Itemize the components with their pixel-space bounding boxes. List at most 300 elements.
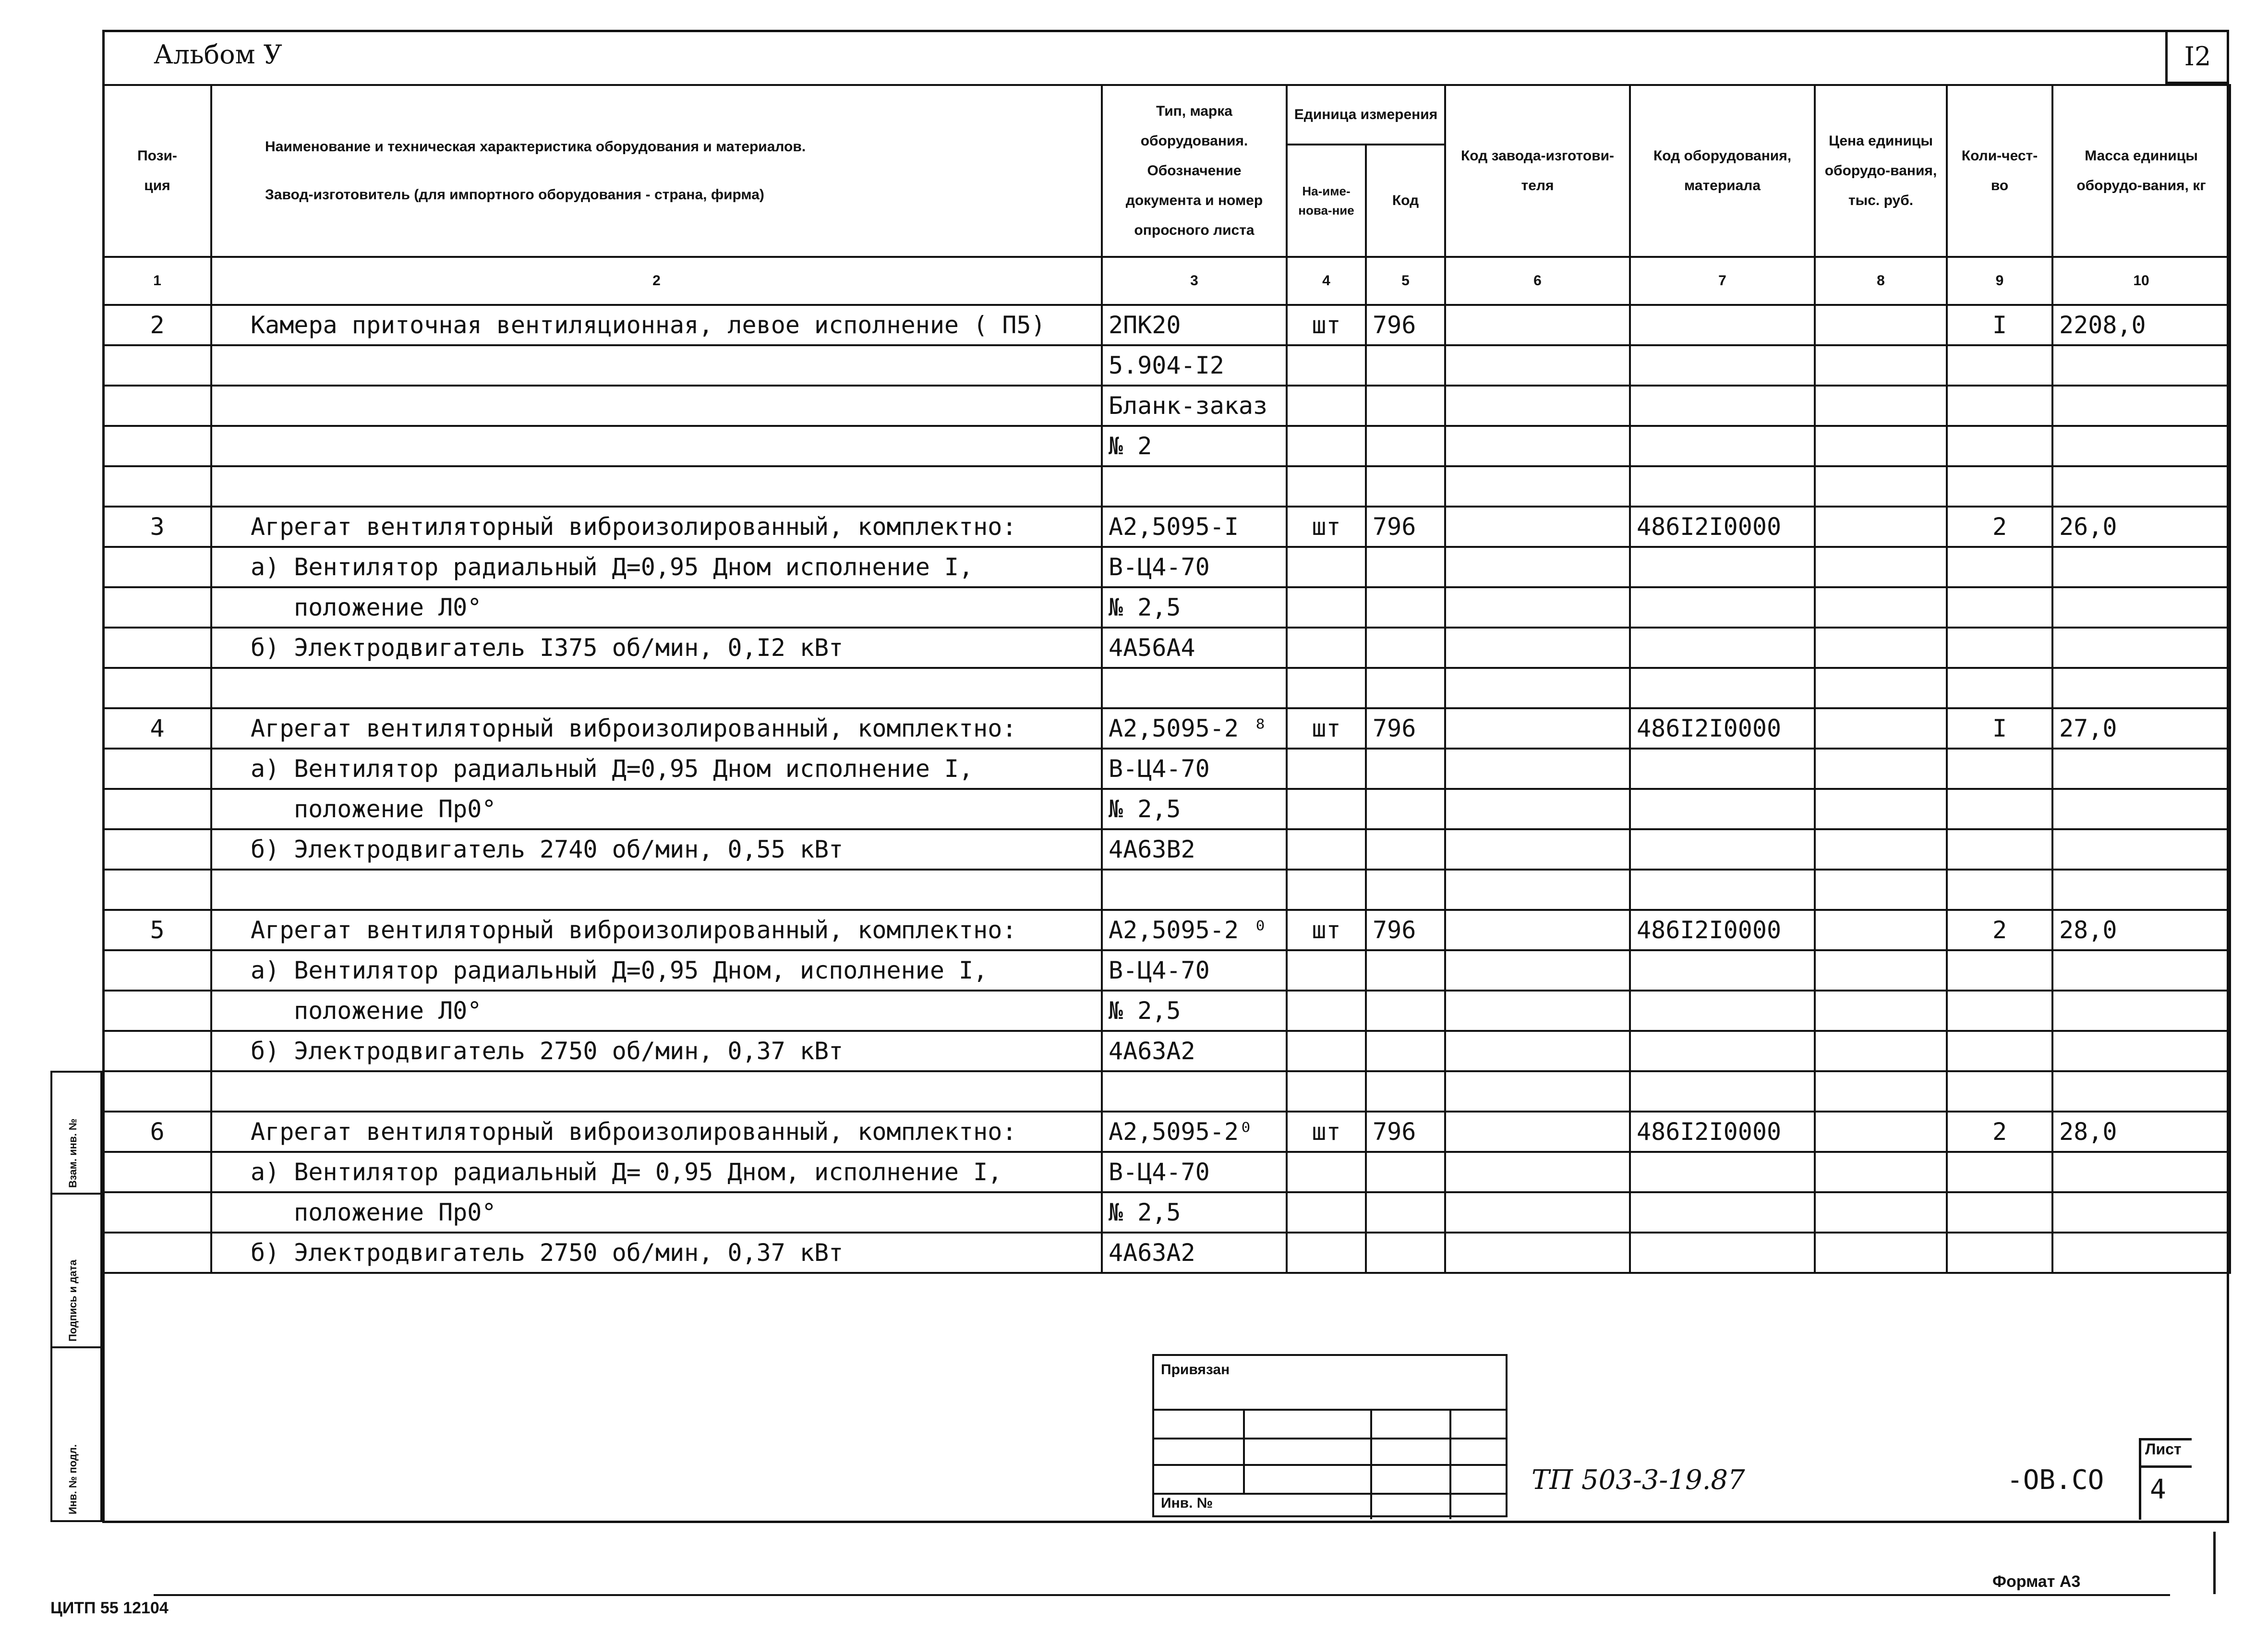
name-cell — [211, 668, 1102, 708]
mass-cell — [2052, 991, 2230, 1031]
table-row — [103, 749, 2230, 789]
equipment-code-cell — [1630, 305, 1815, 345]
specification-table — [102, 84, 2231, 1274]
unit-code-cell — [1366, 749, 1445, 789]
factory-code-cell — [1445, 749, 1630, 789]
equipment-code-cell — [1630, 789, 1815, 829]
type-cell: № 2,5 — [1102, 789, 1287, 829]
unit-code-cell — [1366, 1192, 1445, 1233]
factory-code-cell — [1445, 386, 1630, 426]
type-cell — [1102, 466, 1287, 507]
type-cell: А2,5095-I — [1102, 507, 1287, 547]
quantity-cell — [1947, 1071, 2052, 1112]
quantity-cell — [1947, 749, 2052, 789]
table-row — [103, 950, 2230, 991]
factory-code-cell — [1445, 345, 1630, 386]
price-cell — [1815, 1071, 1947, 1112]
name-cell — [211, 870, 1102, 910]
quantity-cell: I — [1947, 305, 2052, 345]
type-cell: № 2,5 — [1102, 991, 1287, 1031]
sheet-number: I2 — [2165, 31, 2228, 84]
unit-name-cell — [1287, 345, 1366, 386]
column-number: 8 — [1815, 257, 1947, 305]
mass-cell: 27,0 — [2052, 708, 2230, 749]
equipment-code-cell: 486I2I0000 — [1630, 507, 1815, 547]
document-code: ТП 503-3-19.87 — [1532, 1464, 1745, 1496]
name-cell — [211, 1071, 1102, 1112]
name-cell — [211, 386, 1102, 426]
price-cell — [1815, 829, 1947, 870]
type-cell: В-Ц4-70 — [1102, 1152, 1287, 1192]
equipment-code-cell — [1630, 547, 1815, 587]
mass-cell — [2052, 950, 2230, 991]
type-cell — [1102, 1071, 1287, 1112]
table-row — [103, 1152, 2230, 1192]
mass-cell — [2052, 547, 2230, 587]
mass-cell — [2052, 587, 2230, 628]
mass-cell — [2052, 1233, 2230, 1273]
quantity-cell: 2 — [1947, 507, 2052, 547]
table-row — [103, 345, 2230, 386]
unit-code-cell — [1366, 386, 1445, 426]
unit-code-cell: 796 — [1366, 708, 1445, 749]
mass-cell — [2052, 628, 2230, 668]
factory-code-cell — [1445, 1233, 1630, 1273]
position-cell — [103, 345, 211, 386]
mass-cell — [2052, 345, 2230, 386]
header-quantity: Коли-чест-во — [1947, 85, 2052, 257]
name-cell: Агрегат вентиляторный виброизолированный, комплектно: — [211, 910, 1102, 950]
unit-name-cell — [1287, 466, 1366, 507]
position-cell — [103, 1031, 211, 1071]
unit-code-cell — [1366, 547, 1445, 587]
name-cell: б) Электродвигатель 2740 об/мин, 0,55 кВт — [211, 829, 1102, 870]
factory-code-cell — [1445, 950, 1630, 991]
unit-name-cell — [1287, 587, 1366, 628]
price-cell — [1815, 386, 1947, 426]
price-cell — [1815, 991, 1947, 1031]
unit-code-cell — [1366, 426, 1445, 466]
equipment-code-cell — [1630, 1071, 1815, 1112]
unit-code-cell — [1366, 628, 1445, 668]
factory-code-cell — [1445, 668, 1630, 708]
position-cell — [103, 1152, 211, 1192]
name-cell: а) Вентилятор радиальный Д= 0,95 Дном, исполнение I, — [211, 1152, 1102, 1192]
name-cell: а) Вентилятор радиальный Д=0,95 Дном, исполнение I, — [211, 950, 1102, 991]
type-cell: 4А56А4 — [1102, 628, 1287, 668]
unit-name-cell — [1287, 1233, 1366, 1273]
equipment-code-cell — [1630, 587, 1815, 628]
price-cell — [1815, 1233, 1947, 1273]
price-cell — [1815, 950, 1947, 991]
equipment-code-cell — [1630, 870, 1815, 910]
quantity-cell — [1947, 547, 2052, 587]
unit-name-cell — [1287, 789, 1366, 829]
mass-cell: 26,0 — [2052, 507, 2230, 547]
equipment-code-cell: 486I2I0000 — [1630, 708, 1815, 749]
header-price: Цена единицы оборудо-вания, тыс. руб. — [1815, 85, 1947, 257]
factory-code-cell — [1445, 1192, 1630, 1233]
name-cell: б) Электродвигатель 2750 об/мин, 0,37 кВт — [211, 1233, 1102, 1273]
equipment-code-cell — [1630, 950, 1815, 991]
mass-cell — [2052, 1152, 2230, 1192]
equipment-code-cell — [1630, 466, 1815, 507]
header-type: Тип, марка оборудования. Обозначение документа и номер опросного листа — [1102, 85, 1287, 257]
header-factory-code: Код завода-изготови-теля — [1445, 85, 1630, 257]
position-cell — [103, 547, 211, 587]
column-number: 10 — [2052, 257, 2230, 305]
quantity-cell — [1947, 466, 2052, 507]
type-cell: 4А63А2 — [1102, 1031, 1287, 1071]
name-cell: Агрегат вентиляторный виброизолированный, комплектно: — [211, 507, 1102, 547]
table-row — [103, 1071, 2230, 1112]
factory-code-cell — [1445, 789, 1630, 829]
type-cell: Бланк-заказ — [1102, 386, 1287, 426]
unit-code-cell — [1366, 991, 1445, 1031]
name-cell: б) Электродвигатель I375 об/мин, 0,I2 кВт — [211, 628, 1102, 668]
mass-cell: 28,0 — [2052, 910, 2230, 950]
price-cell — [1815, 628, 1947, 668]
factory-code-cell — [1445, 305, 1630, 345]
format-label: Формат А3 — [1992, 1572, 2081, 1591]
unit-code-cell — [1366, 1152, 1445, 1192]
table-row — [103, 507, 2230, 547]
name-cell: положение Л0° — [211, 587, 1102, 628]
quantity-cell — [1947, 870, 2052, 910]
mass-cell — [2052, 668, 2230, 708]
header-unit-code: Код — [1366, 145, 1445, 257]
title-block-stamp — [1152, 1354, 1508, 1517]
price-cell — [1815, 870, 1947, 910]
table-row — [103, 386, 2230, 426]
table-row — [103, 628, 2230, 668]
list-number: 4 — [2150, 1474, 2166, 1505]
table-row — [103, 910, 2230, 950]
mass-cell — [2052, 426, 2230, 466]
mass-cell — [2052, 1031, 2230, 1071]
table-row — [103, 466, 2230, 507]
factory-code-cell — [1445, 1152, 1630, 1192]
right-edge-mark — [2213, 1532, 2216, 1594]
equipment-code-cell — [1630, 426, 1815, 466]
equipment-code-cell — [1630, 991, 1815, 1031]
unit-name-cell: шт — [1287, 708, 1366, 749]
quantity-cell — [1947, 628, 2052, 668]
unit-name-cell — [1287, 547, 1366, 587]
equipment-code-cell — [1630, 749, 1815, 789]
factory-code-cell — [1445, 1071, 1630, 1112]
position-cell — [103, 749, 211, 789]
unit-code-cell — [1366, 345, 1445, 386]
type-cell: 5.904-I2 — [1102, 345, 1287, 386]
table-row — [103, 547, 2230, 587]
header-equipment-code: Код оборудования, материала — [1630, 85, 1815, 257]
column-number: 1 — [103, 257, 211, 305]
unit-code-cell — [1366, 668, 1445, 708]
table-row — [103, 1233, 2230, 1273]
quantity-cell — [1947, 1192, 2052, 1233]
equipment-code-cell: 486I2I0000 — [1630, 910, 1815, 950]
mass-cell — [2052, 829, 2230, 870]
column-number: 7 — [1630, 257, 1815, 305]
unit-code-cell — [1366, 1233, 1445, 1273]
quantity-cell — [1947, 587, 2052, 628]
unit-code-cell — [1366, 950, 1445, 991]
unit-name-cell: шт — [1287, 1112, 1366, 1152]
price-cell — [1815, 749, 1947, 789]
position-cell — [103, 789, 211, 829]
column-number: 6 — [1445, 257, 1630, 305]
table-row — [103, 708, 2230, 749]
type-cell: А2,5095-2⁰ — [1102, 1112, 1287, 1152]
unit-name-cell — [1287, 668, 1366, 708]
price-cell — [1815, 547, 1947, 587]
equipment-code-cell — [1630, 1152, 1815, 1192]
type-cell — [1102, 668, 1287, 708]
factory-code-cell — [1445, 870, 1630, 910]
unit-name-cell — [1287, 426, 1366, 466]
equipment-code-cell — [1630, 1192, 1815, 1233]
unit-name-cell — [1287, 1192, 1366, 1233]
type-cell: В-Ц4-70 — [1102, 749, 1287, 789]
table-row — [103, 426, 2230, 466]
type-cell: № 2,5 — [1102, 587, 1287, 628]
unit-code-cell: 796 — [1366, 507, 1445, 547]
table-row — [103, 1192, 2230, 1233]
column-number: 3 — [1102, 257, 1287, 305]
price-cell — [1815, 708, 1947, 749]
unit-name-cell — [1287, 950, 1366, 991]
header-name — [211, 85, 1102, 257]
position-cell: 6 — [103, 1112, 211, 1152]
name-cell: Агрегат вентиляторный виброизолированный, комплектно: — [211, 1112, 1102, 1152]
quantity-cell: 2 — [1947, 1112, 2052, 1152]
mass-cell — [2052, 466, 2230, 507]
type-cell: А2,5095-2 ⁰ — [1102, 910, 1287, 950]
unit-name-cell — [1287, 386, 1366, 426]
side-label-replaced: Взам. инв. № — [67, 1118, 79, 1188]
unit-name-cell: шт — [1287, 305, 1366, 345]
column-number-row — [103, 257, 2230, 305]
factory-code-cell — [1445, 910, 1630, 950]
unit-name-cell: шт — [1287, 910, 1366, 950]
unit-name-cell — [1287, 870, 1366, 910]
type-cell: А2,5095-2 ⁸ — [1102, 708, 1287, 749]
name-cell: положение Пр0° — [211, 789, 1102, 829]
side-label-signature: Подпись и дата — [67, 1259, 79, 1342]
stamp-attached-label: Привязан — [1161, 1362, 1230, 1378]
type-cell: № 2 — [1102, 426, 1287, 466]
factory-code-cell — [1445, 1112, 1630, 1152]
name-cell — [211, 466, 1102, 507]
unit-name-cell — [1287, 1031, 1366, 1071]
mass-cell — [2052, 749, 2230, 789]
column-number: 9 — [1947, 257, 2052, 305]
position-cell — [103, 991, 211, 1031]
header-unit: Единица измерения — [1287, 85, 1445, 145]
position-cell — [103, 1071, 211, 1112]
document-suffix: -ОВ.СО — [2007, 1464, 2104, 1496]
price-cell — [1815, 466, 1947, 507]
position-cell — [103, 386, 211, 426]
mass-cell — [2052, 870, 2230, 910]
table-row — [103, 1112, 2230, 1152]
price-cell — [1815, 587, 1947, 628]
quantity-cell — [1947, 991, 2052, 1031]
factory-code-cell — [1445, 829, 1630, 870]
sheet-list-box — [2139, 1438, 2192, 1520]
factory-code-cell — [1445, 628, 1630, 668]
name-cell — [211, 426, 1102, 466]
name-cell — [211, 345, 1102, 386]
table-row — [103, 829, 2230, 870]
position-cell: 5 — [103, 910, 211, 950]
equipment-code-cell: 486I2I0000 — [1630, 1112, 1815, 1152]
price-cell — [1815, 789, 1947, 829]
mass-cell — [2052, 1192, 2230, 1233]
specification-rows — [103, 305, 2230, 1273]
quantity-cell — [1947, 829, 2052, 870]
quantity-cell — [1947, 386, 2052, 426]
equipment-code-cell — [1630, 1031, 1815, 1071]
unit-name-cell: шт — [1287, 507, 1366, 547]
table-row — [103, 305, 2230, 345]
column-number: 5 — [1366, 257, 1445, 305]
quantity-cell — [1947, 345, 2052, 386]
album-title: Альбом У — [154, 39, 282, 70]
mass-cell — [2052, 1071, 2230, 1112]
equipment-code-cell — [1630, 829, 1815, 870]
unit-name-cell — [1287, 749, 1366, 789]
factory-code-cell — [1445, 991, 1630, 1031]
quantity-cell — [1947, 668, 2052, 708]
side-approval-strip — [50, 1071, 102, 1522]
quantity-cell — [1947, 426, 2052, 466]
cipher-label: ЦИТП 55 12104 — [50, 1599, 169, 1617]
table-row — [103, 587, 2230, 628]
price-cell — [1815, 426, 1947, 466]
price-cell — [1815, 668, 1947, 708]
price-cell — [1815, 1152, 1947, 1192]
table-row — [103, 789, 2230, 829]
unit-name-cell — [1287, 1071, 1366, 1112]
unit-code-cell: 796 — [1366, 305, 1445, 345]
position-cell — [103, 1192, 211, 1233]
type-cell: 4А63А2 — [1102, 1233, 1287, 1273]
position-cell — [103, 870, 211, 910]
type-cell: В-Ц4-70 — [1102, 950, 1287, 991]
mass-cell — [2052, 789, 2230, 829]
equipment-code-cell — [1630, 628, 1815, 668]
unit-code-cell — [1366, 1031, 1445, 1071]
header-unit-name: На-име-нова-ние — [1287, 145, 1366, 257]
position-cell — [103, 466, 211, 507]
quantity-cell — [1947, 1233, 2052, 1273]
unit-name-cell — [1287, 829, 1366, 870]
name-cell: а) Вентилятор радиальный Д=0,95 Дном исполнение I, — [211, 749, 1102, 789]
name-cell: положение Л0° — [211, 991, 1102, 1031]
quantity-cell — [1947, 789, 2052, 829]
mass-cell: 2208,0 — [2052, 305, 2230, 345]
quantity-cell — [1947, 1152, 2052, 1192]
equipment-code-cell — [1630, 668, 1815, 708]
mass-cell: 28,0 — [2052, 1112, 2230, 1152]
unit-code-cell — [1366, 829, 1445, 870]
type-cell: 4А63В2 — [1102, 829, 1287, 870]
type-cell: 2ПК20 — [1102, 305, 1287, 345]
factory-code-cell — [1445, 507, 1630, 547]
position-cell — [103, 1233, 211, 1273]
table-row — [103, 668, 2230, 708]
equipment-code-cell — [1630, 345, 1815, 386]
type-cell: В-Ц4-70 — [1102, 547, 1287, 587]
position-cell: 3 — [103, 507, 211, 547]
unit-code-cell — [1366, 587, 1445, 628]
position-cell — [103, 950, 211, 991]
position-cell — [103, 426, 211, 466]
bottom-rule — [154, 1594, 2170, 1596]
factory-code-cell — [1445, 547, 1630, 587]
column-number: 4 — [1287, 257, 1366, 305]
factory-code-cell — [1445, 466, 1630, 507]
unit-name-cell — [1287, 991, 1366, 1031]
price-cell — [1815, 1031, 1947, 1071]
position-cell: 2 — [103, 305, 211, 345]
unit-code-cell: 796 — [1366, 1112, 1445, 1152]
price-cell — [1815, 1192, 1947, 1233]
type-cell: № 2,5 — [1102, 1192, 1287, 1233]
list-label: Лист — [2145, 1440, 2182, 1458]
price-cell — [1815, 1112, 1947, 1152]
mass-cell — [2052, 386, 2230, 426]
name-cell: Агрегат вентиляторный виброизолированный, комплектно: — [211, 708, 1102, 749]
unit-code-cell — [1366, 870, 1445, 910]
side-label-inventory: Инв. № подл. — [67, 1444, 79, 1514]
name-cell: а) Вентилятор радиальный Д=0,95 Дном исполнение I, — [211, 547, 1102, 587]
position-cell — [103, 628, 211, 668]
position-cell: 4 — [103, 708, 211, 749]
quantity-cell — [1947, 1031, 2052, 1071]
table-row — [103, 870, 2230, 910]
unit-code-cell: 796 — [1366, 910, 1445, 950]
type-cell — [1102, 870, 1287, 910]
name-cell: положение Пр0° — [211, 1192, 1102, 1233]
name-cell: б) Электродвигатель 2750 об/мин, 0,37 кВт — [211, 1031, 1102, 1071]
stamp-inv-label: Инв. № — [1161, 1495, 1213, 1511]
header-name-line1: Наименование и техническая характеристика оборудования и материалов. — [265, 139, 806, 155]
price-cell — [1815, 507, 1947, 547]
factory-code-cell — [1445, 1031, 1630, 1071]
position-cell — [103, 668, 211, 708]
factory-code-cell — [1445, 708, 1630, 749]
unit-name-cell — [1287, 628, 1366, 668]
header-position: Пози- ция — [103, 85, 211, 257]
position-cell — [103, 587, 211, 628]
unit-code-cell — [1366, 1071, 1445, 1112]
table-row — [103, 991, 2230, 1031]
quantity-cell — [1947, 950, 2052, 991]
price-cell — [1815, 305, 1947, 345]
unit-code-cell — [1366, 466, 1445, 507]
equipment-code-cell — [1630, 386, 1815, 426]
factory-code-cell — [1445, 587, 1630, 628]
equipment-code-cell — [1630, 1233, 1815, 1273]
quantity-cell: 2 — [1947, 910, 2052, 950]
quantity-cell: I — [1947, 708, 2052, 749]
position-cell — [103, 829, 211, 870]
price-cell — [1815, 345, 1947, 386]
factory-code-cell — [1445, 426, 1630, 466]
